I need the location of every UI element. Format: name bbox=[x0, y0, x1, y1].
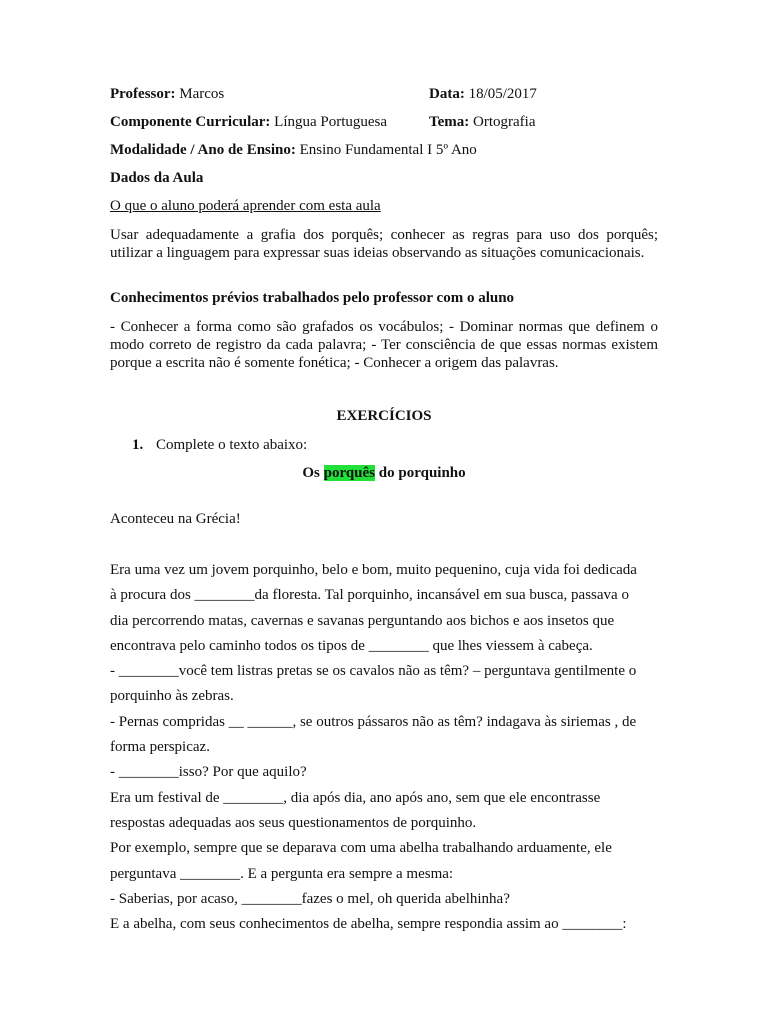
date-line bbox=[429, 86, 537, 103]
date-label: Data: bbox=[429, 86, 465, 102]
tema-line bbox=[429, 114, 536, 131]
story-line: - Saberias, por acaso, ________fazes o mel, oh querida abelhinha? bbox=[110, 890, 510, 907]
tema-value: Ortografia bbox=[469, 114, 536, 130]
professor-value: Marcos bbox=[175, 86, 225, 102]
story-line: encontrava pelo caminho todos os tipos de ________ que lhes viessem à cabeça. bbox=[110, 637, 593, 654]
objetivo-heading: O que o aluno poderá aprender com esta aula bbox=[110, 198, 381, 214]
exercicios-title: EXERCÍCIOS bbox=[336, 408, 432, 424]
story-body bbox=[110, 558, 670, 937]
story-line: - ________você tem listras pretas se os cavalos não as têm? – perguntava gentilmente o bbox=[110, 663, 637, 680]
modalidade-value: Ensino Fundamental I 5º Ano bbox=[295, 142, 477, 158]
conhecimentos-paragraph: - Conhecer a forma como são grafados os vocábulos; - Dominar normas que definem o modo correto de registro da cada palavra; - Ter consciência de que essas normas existem porque a escrita não é somente fonética; - Conhecer a origem das palavras. bbox=[110, 319, 658, 371]
story-line: perguntava ________. E a pergunta era sempre a mesma: bbox=[110, 865, 454, 882]
componente-line bbox=[110, 114, 387, 131]
modalidade-label: Modalidade / Ano de Ensino: bbox=[110, 142, 296, 158]
componente-label: Componente Curricular: bbox=[110, 114, 271, 130]
highlighted-word: porquês bbox=[323, 465, 376, 481]
story-line: forma perspicaz. bbox=[110, 739, 210, 756]
story-line: Era uma vez um jovem porquinho, belo e bom, muito pequenino, cuja vida foi dedicada bbox=[110, 562, 637, 578]
date-value: 18/05/2017 bbox=[464, 86, 537, 102]
story-line: à procura dos ________da floresta. Tal porquinho, incansável em sua busca, passava o bbox=[110, 587, 629, 604]
story-line: E a abelha, com seus conhecimentos de abelha, sempre respondia assim ao ________: bbox=[110, 916, 627, 933]
dados-title: Dados da Aula bbox=[110, 170, 204, 186]
componente-value: Língua Portuguesa bbox=[270, 114, 388, 130]
story-line: - ________isso? Por que aquilo? bbox=[110, 764, 307, 781]
exercise-item-text: Complete o texto abaixo: bbox=[156, 437, 308, 453]
professor-line bbox=[110, 86, 224, 103]
story-line: dia percorrendo matas, cavernas e savanas perguntando aos bichos e aos insetos que bbox=[110, 612, 615, 629]
conhecimentos-heading: Conhecimentos prévios trabalhados pelo professor com o aluno bbox=[110, 290, 515, 306]
story-line: respostas adequadas aos seus questionamentos de porquinho. bbox=[110, 814, 477, 831]
exercise-item-number: 1. bbox=[132, 437, 144, 453]
story-opening: Aconteceu na Grécia! bbox=[110, 511, 241, 527]
story-line: porquinho às zebras. bbox=[110, 688, 234, 705]
story-line: Por exemplo, sempre que se deparava com uma abelha trabalhando arduamente, ele bbox=[110, 840, 612, 857]
modalidade-line bbox=[110, 142, 477, 159]
tema-label: Tema: bbox=[429, 114, 470, 130]
professor-label: Professor: bbox=[110, 86, 176, 102]
story-line: Era um festival de ________, dia após dia, ano após ano, sem que ele encontrasse bbox=[110, 789, 601, 806]
objetivo-paragraph: Usar adequadamente a grafia dos porquês; conhecer as regras para uso dos porquês; utilizar a linguagem para expressar suas ideias observando as situações comunicacionais. bbox=[110, 227, 658, 261]
story-title: Os porquês do porquinho bbox=[302, 465, 466, 481]
story-line: - Pernas compridas __ ______, se outros pássaros não as têm? indagava às siriemas , de bbox=[110, 713, 637, 730]
